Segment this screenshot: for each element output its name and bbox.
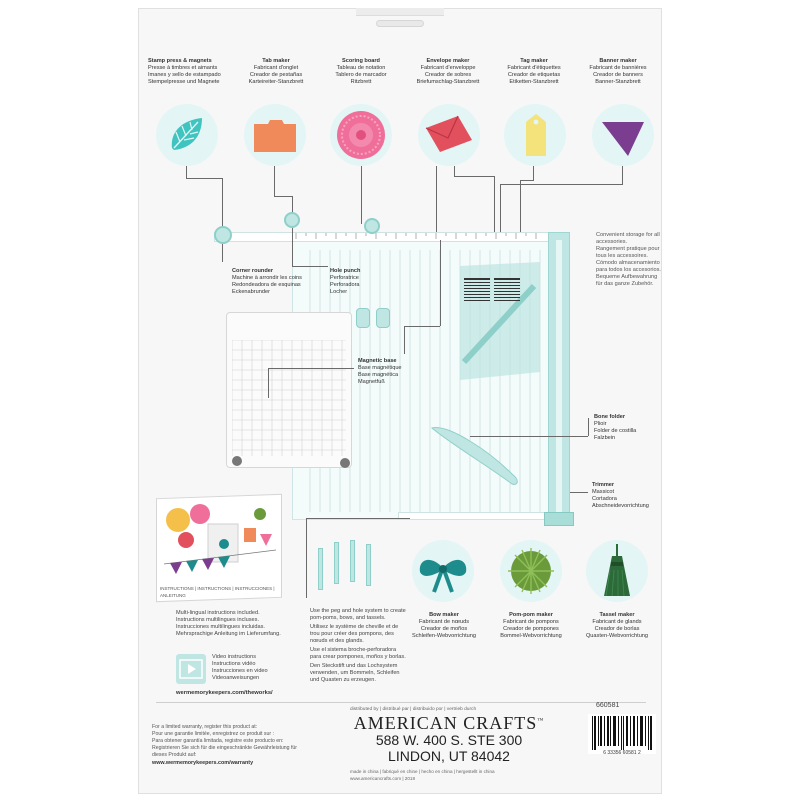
- divider-line: [156, 702, 646, 703]
- brand-name: [334, 713, 564, 734]
- booklet-caption: INSTRUCTIONS | INSTRUCTIONS | INSTRUCCIONES | ANLEITUNG: [160, 586, 275, 598]
- scoring-knob: [364, 218, 380, 234]
- top-ruler-ticks: [216, 233, 550, 241]
- barcode-digits: 6 33356 60581 2: [603, 750, 641, 756]
- peg: [334, 542, 339, 584]
- booklet-craft-photo: [160, 500, 278, 584]
- envelope-maker-label: Envelope maker Fabricant d'enveloppe Creador de sobres Briefumschlag-Stanzbrett: [416, 58, 480, 85]
- barcode: [588, 714, 656, 754]
- pennant-icon: [592, 104, 654, 166]
- peg: [318, 548, 323, 590]
- leader-line: [520, 180, 534, 181]
- tab-folder-icon: [244, 104, 306, 166]
- peg: [366, 544, 371, 586]
- address-line-2: LINDON, UT 84042: [388, 748, 510, 764]
- hole-punch-knob: [284, 212, 300, 228]
- distributed-by: distributed by | distribué par | distribuido por | vertrieb durch: [350, 707, 477, 712]
- punch-die: [376, 308, 390, 328]
- leaf-circle: [156, 104, 218, 166]
- leader-line: [470, 436, 588, 437]
- leader-line: [454, 176, 494, 177]
- leader-line: [533, 166, 534, 180]
- leader-line: [222, 178, 223, 228]
- made-in-note: made in china | fabriqué en chine | hecho en china | hergestellt in china: [350, 769, 495, 774]
- hang-tab: [356, 8, 444, 16]
- leader-line: [186, 178, 222, 179]
- brand-text: AMERICAN CRAFTS: [353, 713, 538, 733]
- address-line-1: 588 W. 400 S. STE 300: [375, 732, 523, 748]
- tag-guide-overlay: [460, 262, 540, 380]
- warranty-url[interactable]: www.wermemorykeepers.com/warranty: [152, 760, 254, 766]
- leader-line: [306, 518, 307, 598]
- trimmer-label: Trimmer Massicot Cortadora Abschneidevorrichtung: [592, 482, 649, 509]
- hang-hole: [376, 20, 424, 27]
- tag-icon: [504, 104, 566, 166]
- video-url[interactable]: wermemorykeepers.com/theworks/: [176, 690, 273, 696]
- pompom-maker-label: Pom-pom maker Fabricant de pompons Creador de pompones Bommel-Webvorrichtung: [500, 612, 562, 639]
- bow-icon: [412, 540, 474, 602]
- instructions-note: Multi-lingual instructions included. Instructions multilingues incluses. Instrucciones multilingues incluidas. Mehrsprachige Anleitung im Lieferumfang.: [176, 610, 281, 637]
- leader-line: [622, 166, 623, 184]
- leaf-icon: [156, 104, 218, 166]
- leader-line: [588, 418, 589, 436]
- pompom-circle: [500, 540, 562, 602]
- leader-line: [404, 326, 440, 327]
- scoring-board-label: Scoring board Tableau de notation Tablero de marcador Ritzbrett: [335, 58, 387, 85]
- peg: [350, 540, 355, 582]
- storage-note: Convenient storage for all accessories. Rangement pratique pour tous les accessoires. Cómodo almacenamiento para todos los accesorios. Bequeme Aufbewahrung für das ganze Zubehör.: [596, 232, 661, 287]
- brand-tm: ™: [537, 718, 545, 724]
- tab-circle: [244, 104, 306, 166]
- leader-line: [454, 166, 455, 176]
- trimmer-cutter: [544, 512, 574, 526]
- website-footer: www.americancrafts.com | 2018: [350, 776, 416, 781]
- paper-rosette-icon: [330, 104, 392, 166]
- leader-line: [500, 184, 623, 185]
- pennant-circle: [592, 104, 654, 166]
- leader-line: [292, 228, 293, 266]
- leader-line: [361, 166, 362, 224]
- tag-circle: [504, 104, 566, 166]
- leader-line: [292, 266, 328, 267]
- leader-line: [436, 166, 437, 236]
- tassel-icon: [586, 540, 648, 602]
- leader-line: [306, 518, 410, 519]
- magnetic-base-grid: [232, 340, 346, 456]
- bow-circle: [412, 540, 474, 602]
- bottom-ruler: [398, 512, 568, 520]
- tassel-circle: [586, 540, 648, 602]
- punch-die: [356, 308, 370, 328]
- leader-line: [222, 244, 223, 262]
- leader-line: [274, 166, 275, 196]
- corner-rounder-knob: [214, 226, 232, 244]
- bow-maker-label: Bow maker Fabricant de nœuds Creador de moños Schleifen-Webvorrichtung: [412, 612, 476, 639]
- pompom-icon: [500, 540, 562, 602]
- warranty-note: For a limited warranty, register this product at: Pour une garantie limitée, enregistrez ce produit sur : Para obtener garantía limitada, registre este producto en: Registrieren Sie sich für die eingeschränkte Gewährleistung für dieses Produkt auf:: [152, 724, 298, 758]
- hole-punch-label: Hole punch Perforatrice Perforadora Locher: [330, 268, 361, 295]
- leader-line: [268, 368, 269, 398]
- bone-folder-tool: [428, 420, 528, 490]
- envelope-icon: [418, 104, 480, 166]
- tassel-maker-label: Tassel maker Fabricant de glands Creador de borlas Quasten-Webvorrichtung: [585, 612, 649, 639]
- magnetic-base-label: Magnetic base Base magnétique Base magnética Magnetfuß: [358, 358, 402, 385]
- tag-maker-label: Tag maker Fabricant d'étiquettes Creador de etiquetas Etiketten-Stanzbrett: [507, 58, 561, 85]
- leader-line: [186, 166, 187, 178]
- magnet-foot: [232, 456, 242, 466]
- stamp-press-label: Stamp press & magnets Presse à timbres et aimants Imanes y sello de estampado Stempelpresse und Magnete: [148, 58, 221, 85]
- play-video-icon: [176, 654, 206, 684]
- video-note: Video instructions Instructions vidéo Instrucciones en video Videoanweisungen: [212, 654, 268, 681]
- banner-maker-label: Banner maker Fabricant de bannières Creador de banners Banner-Stanzbrett: [589, 58, 647, 85]
- rosette-circle: [330, 104, 392, 166]
- product-code: 660581: [596, 702, 620, 709]
- trimmer-rail-track: [556, 240, 562, 512]
- peg-system-note: Use the peg and hole system to create pom-poms, bows, and tassels. Utilisez le système de cheville et de trou pour créer des pompons, des nœuds et des glands. Use el sistema broche-perforadora para crear pompones, moños y borlas. Den Steckstift und das Lochsystem verwenden, um Bommeln, Schleifen und Quasten zu erzeugen.: [310, 608, 406, 683]
- corner-rounder-label: Corner rounder Machine à arrondir les coins Redondeadora de esquinas Eckenabrunder: [232, 268, 302, 295]
- leader-line: [570, 492, 588, 493]
- tab-maker-label: Tab maker Fabricant d'onglet Creador de pestañas Karteireiter-Stanzbrett: [248, 58, 304, 85]
- envelope-circle: [418, 104, 480, 166]
- bone-folder-label: Bone folder Plioir Folder de costilla Falzbein: [594, 414, 637, 441]
- leader-line: [268, 368, 354, 369]
- leader-line: [404, 326, 405, 354]
- magnet-foot: [340, 458, 350, 468]
- leader-line: [274, 196, 292, 197]
- leader-line: [440, 240, 441, 326]
